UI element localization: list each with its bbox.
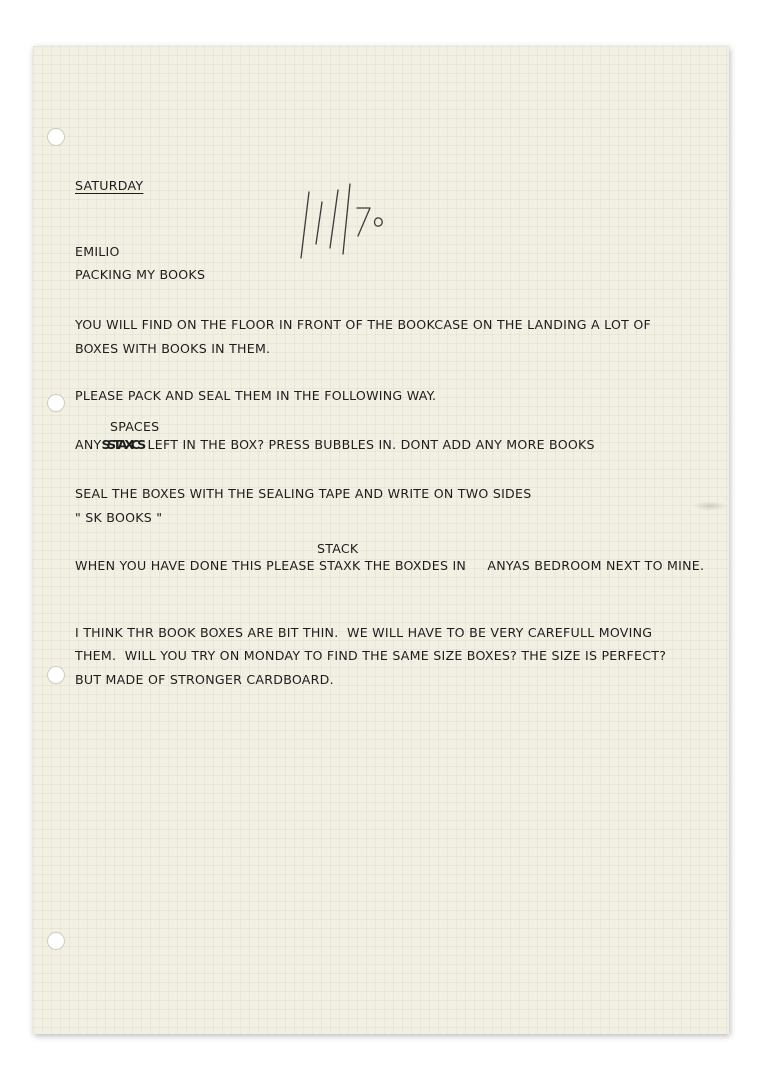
- letter-subject: PACKING MY BOOKS: [75, 267, 206, 282]
- paragraph-3-prefix: ANY: [75, 437, 102, 452]
- paragraph-6-line-2: THEM. WILL YOU TRY ON MONDAY TO FIND THE SAME SIZE BOXES? THE SIZE IS PERFECT?: [75, 648, 667, 663]
- struck-out-word: SSTAXCS: [101, 437, 144, 452]
- paragraph-1-line-2: BOXES WITH BOOKS IN THEM.: [75, 341, 271, 356]
- letter-heading: SATURDAY: [75, 178, 144, 193]
- paragraph-5-line: WHEN YOU HAVE DONE THIS PLEASE STAXK THE BOXDES IN ANYAS BEDROOM NEXT TO MINE.: [75, 558, 705, 573]
- paragraph-6-line-1: I THINK THR BOOK BOXES ARE BIT THIN. WE WILL HAVE TO BE VERY CAREFULL MOVING: [75, 625, 653, 640]
- paper-smudge: [693, 501, 727, 511]
- handwritten-date: [295, 174, 405, 279]
- paragraph-1-line-1: YOU WILL FIND ON THE FLOOR IN FRONT OF THE BOOKCASE ON THE LANDING A LOT OF: [75, 317, 651, 332]
- typed-letter-page: [33, 46, 729, 1034]
- punch-hole-middle-lower: [47, 666, 65, 684]
- paragraph-6-line-3: BUT MADE OF STRONGER CARDBOARD.: [75, 672, 334, 687]
- paragraph-3-rest: LEFT IN THE BOX? PRESS BUBBLES IN. DONT ADD ANY MORE BOOKS: [147, 437, 595, 452]
- paragraph-5-insertion: STACK: [317, 541, 359, 556]
- paragraph-4-line-2: " SK BOOKS ": [75, 510, 163, 525]
- punch-hole-middle-upper: [47, 394, 65, 412]
- letter-recipient: EMILIO: [75, 244, 120, 259]
- paragraph-3-insertion: SPACES: [110, 419, 160, 434]
- paragraph-4-line-1: SEAL THE BOXES WITH THE SEALING TAPE AND WRITE ON TWO SIDES: [75, 486, 532, 501]
- punch-hole-top: [47, 128, 65, 146]
- paragraph-2: PLEASE PACK AND SEAL THEM IN THE FOLLOWING WAY.: [75, 388, 437, 403]
- paragraph-3-line: [75, 439, 595, 452]
- punch-hole-bottom: [47, 932, 65, 950]
